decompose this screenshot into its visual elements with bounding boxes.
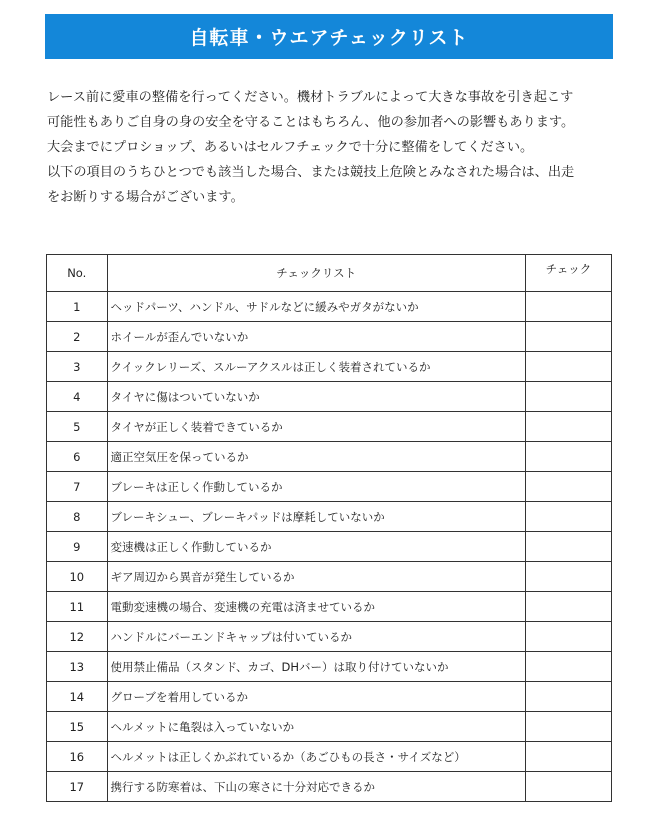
row-number: 12	[47, 622, 108, 652]
row-number: 4	[47, 382, 108, 412]
intro-line: レース前に愛車の整備を行ってください。機材トラブルによって大きな事故を引き起こす	[47, 90, 574, 105]
row-checklist-item: グローブを着用しているか	[107, 682, 525, 712]
row-check-box[interactable]	[525, 592, 611, 622]
table-row	[47, 442, 612, 472]
row-checklist-item: 使用禁止備品（スタンド、カゴ、DHバー）は取り付けていないか	[107, 652, 525, 682]
row-check-box[interactable]	[525, 742, 611, 772]
table-row	[47, 562, 612, 592]
row-number: 2	[47, 322, 108, 352]
row-check-box[interactable]	[525, 532, 611, 562]
row-number: 7	[47, 472, 108, 502]
title-banner	[45, 14, 613, 59]
row-number: 8	[47, 502, 108, 532]
table-row	[47, 412, 612, 442]
table-row	[47, 652, 612, 682]
row-checklist-item: 電動変速機の場合、変速機の充電は済ませているか	[107, 592, 525, 622]
table-row	[47, 532, 612, 562]
row-check-box[interactable]	[525, 442, 611, 472]
intro-line: 以下の項目のうちひとつでも該当した場合、または競技上危険とみなされた場合は、出走	[47, 165, 575, 180]
row-checklist-item: ブレーキシュー、ブレーキパッドは摩耗していないか	[107, 502, 525, 532]
row-check-box[interactable]	[525, 502, 611, 532]
row-checklist-item: 変速機は正しく作動しているか	[107, 532, 525, 562]
row-number: 6	[47, 442, 108, 472]
row-checklist-item: ヘッドパーツ、ハンドル、サドルなどに緩みやガタがないか	[107, 292, 525, 322]
row-check-box[interactable]	[525, 472, 611, 502]
row-check-box[interactable]	[525, 682, 611, 712]
row-number: 1	[47, 292, 108, 322]
intro-text	[47, 85, 622, 210]
row-checklist-item: タイヤに傷はついていないか	[107, 382, 525, 412]
table-row	[47, 742, 612, 772]
row-number: 3	[47, 352, 108, 382]
table-row	[47, 502, 612, 532]
row-number: 15	[47, 712, 108, 742]
row-checklist-item: ハンドルにバーエンドキャップは付いているか	[107, 622, 525, 652]
table-row	[47, 322, 612, 352]
row-checklist-item: ヘルメットに亀裂は入っていないか	[107, 712, 525, 742]
row-checklist-item: クイックレリーズ、スルーアクスルは正しく装着されているか	[107, 352, 525, 382]
row-check-box[interactable]	[525, 412, 611, 442]
intro-line: をお断りする場合がございます。	[47, 190, 244, 205]
header-checklist: チェックリスト	[107, 255, 525, 292]
table-row	[47, 382, 612, 412]
table-row	[47, 292, 612, 322]
table-row	[47, 622, 612, 652]
row-number: 14	[47, 682, 108, 712]
table-header-row	[47, 255, 612, 292]
page-title: 自転車・ウエアチェックリスト	[189, 27, 469, 49]
row-checklist-item: ブレーキは正しく作動しているか	[107, 472, 525, 502]
row-check-box[interactable]	[525, 322, 611, 352]
table-row	[47, 772, 612, 802]
row-number: 9	[47, 532, 108, 562]
row-number: 17	[47, 772, 108, 802]
row-check-box[interactable]	[525, 652, 611, 682]
row-checklist-item: 適正空気圧を保っているか	[107, 442, 525, 472]
row-checklist-item: タイヤが正しく装着できているか	[107, 412, 525, 442]
intro-line: 可能性もありご自身の身の安全を守ることはもちろん、他の参加者への影響もあります。	[47, 115, 575, 130]
row-checklist-item: 携行する防寒着は、下山の寒さに十分対応できるか	[107, 772, 525, 802]
row-check-box[interactable]	[525, 292, 611, 322]
table-row	[47, 682, 612, 712]
row-number: 16	[47, 742, 108, 772]
row-check-box[interactable]	[525, 712, 611, 742]
table-row	[47, 472, 612, 502]
checklist-table	[46, 254, 612, 802]
table-row	[47, 592, 612, 622]
row-check-box[interactable]	[525, 352, 611, 382]
table-row	[47, 352, 612, 382]
row-number: 10	[47, 562, 108, 592]
header-no: No.	[47, 255, 108, 292]
row-checklist-item: ホイールが歪んでいないか	[107, 322, 525, 352]
table-row	[47, 712, 612, 742]
row-check-box[interactable]	[525, 562, 611, 592]
header-check: チェック	[525, 255, 611, 292]
row-check-box[interactable]	[525, 772, 611, 802]
row-check-box[interactable]	[525, 382, 611, 412]
row-number: 13	[47, 652, 108, 682]
row-checklist-item: ギア周辺から異音が発生しているか	[107, 562, 525, 592]
row-checklist-item: ヘルメットは正しくかぶれているか（あごひもの長さ・サイズなど）	[107, 742, 525, 772]
row-number: 11	[47, 592, 108, 622]
intro-line: 大会までにプロショップ、あるいはセルフチェックで十分に整備をしてください。	[47, 140, 534, 155]
row-number: 5	[47, 412, 108, 442]
row-check-box[interactable]	[525, 622, 611, 652]
